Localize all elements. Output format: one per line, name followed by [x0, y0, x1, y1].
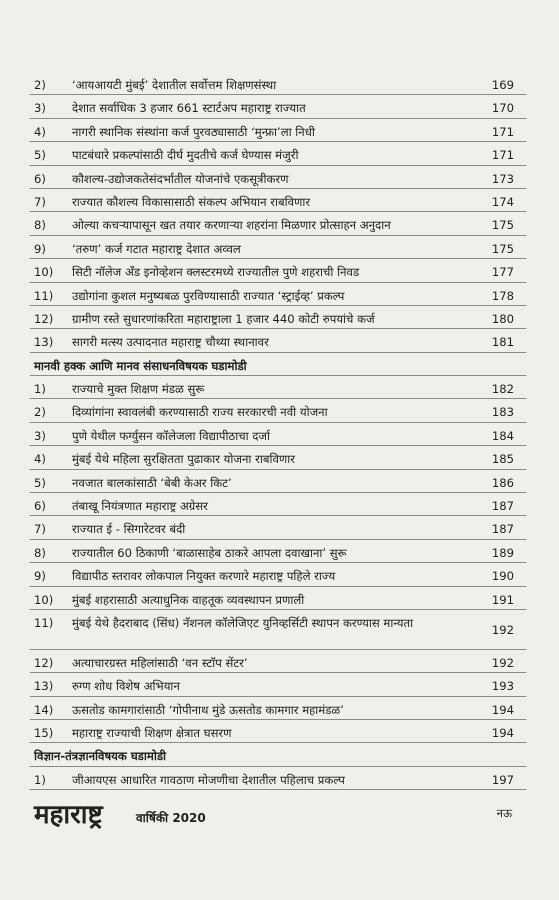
- entry-title: ऊसतोड कामगारांसाठी ‘गोपीनाथ मुंडे ऊसतोड कामगार महामंडळ’: [72, 702, 344, 717]
- toc-entry[interactable]: [30, 516, 526, 539]
- toc-entry[interactable]: [30, 283, 526, 306]
- entry-title: ग्रामीण रस्ते सुधारणांकरिता महाराष्ट्राला 1 हजार 440 कोटी रुपयांचे कर्ज: [72, 311, 375, 326]
- entry-number: 2): [34, 405, 46, 420]
- entry-title: रुग्ण शोध विशेष अभियान: [72, 679, 180, 694]
- toc-entry[interactable]: [30, 470, 526, 493]
- entry-title: कौशल्य-उद्योजकतेसंदर्भातील योजनांचे एकसूत्रीकरण: [72, 171, 289, 186]
- section-heading: मानवी हक्क आणि मानव संसाधनविषयक घडामोडी: [30, 353, 526, 376]
- toc-entry[interactable]: [30, 142, 526, 165]
- toc-entry[interactable]: [30, 259, 526, 282]
- entry-title: अत्याचारग्रस्त महिलांसाठी ‘वन स्टॉप सेंटर’: [72, 655, 248, 670]
- entry-page-number: 183: [491, 405, 514, 420]
- toc-entry[interactable]: [30, 767, 526, 790]
- entry-page-number: 175: [491, 218, 514, 233]
- entry-number: 3): [34, 101, 46, 116]
- entry-number: 6): [34, 499, 46, 514]
- entry-page-number: 185: [491, 452, 514, 467]
- entry-number: 7): [34, 522, 46, 537]
- entry-page-number: 186: [491, 475, 514, 490]
- entry-page-number: 177: [491, 265, 514, 280]
- entry-page-number: 182: [491, 382, 514, 397]
- toc-entry[interactable]: [30, 446, 526, 469]
- entry-title: देशात सर्वाधिक 3 हजार 661 स्टार्टअप महाराष्ट्र राज्यात: [72, 101, 306, 116]
- entry-number: 5): [34, 475, 46, 490]
- toc-entry[interactable]: [30, 587, 526, 610]
- entry-title: ‘तरुण’ कर्ज गटात महाराष्ट्र देशात अव्वल: [72, 241, 241, 256]
- entry-number: 10): [34, 592, 54, 607]
- toc-entry[interactable]: [30, 95, 526, 118]
- toc-entry[interactable]: [30, 236, 526, 259]
- entry-number: 8): [34, 545, 46, 560]
- entry-page-number: 194: [491, 725, 514, 740]
- toc-entry[interactable]: [30, 423, 526, 446]
- toc-entry[interactable]: [30, 329, 526, 352]
- yearbook-label: वार्षिकी 2020: [136, 811, 206, 825]
- entry-number: 3): [34, 428, 46, 443]
- toc-entry[interactable]: [30, 697, 526, 720]
- toc-entry[interactable]: [30, 673, 526, 696]
- entry-title: ‘आयआयटी मुंबई’ देशातील सर्वोत्तम शिक्षणसंस्था: [72, 78, 277, 92]
- entry-page-number: 197: [491, 772, 514, 787]
- entry-title: तंबाखू नियंत्रणात महाराष्ट्र अग्रेसर: [72, 499, 208, 514]
- toc-entry[interactable]: [30, 563, 526, 586]
- toc-entry[interactable]: [30, 72, 526, 95]
- entry-number: 9): [34, 241, 46, 256]
- toc-entry[interactable]: [30, 399, 526, 422]
- entry-title: दिव्यांगांना स्वावलंबी करण्यासाठी राज्य सरकारची नवी योजना: [72, 405, 328, 420]
- toc-entry[interactable]: [30, 650, 526, 673]
- entry-title: जीआयएस आधारित गावठाण मोजणीचा देशातील पहिलाच प्रकल्प: [72, 772, 345, 787]
- toc-entry[interactable]: [30, 720, 526, 743]
- maharashtra-logo: महाराष्ट्र: [34, 800, 103, 830]
- entry-page-number: 175: [491, 241, 514, 256]
- entry-number: 13): [34, 335, 54, 350]
- toc-entry[interactable]: [30, 376, 526, 399]
- entry-page-number: 170: [491, 101, 514, 116]
- entry-title: ओल्या कचऱ्यापासून खत तयार करणाऱ्या शहरांना मिळणार प्रोत्साहन अनुदान: [72, 218, 391, 233]
- entry-number: 1): [34, 772, 46, 787]
- entry-number: 11): [34, 288, 54, 303]
- entry-title: सिटी नॉलेज अँड इनोव्हेशन क्लस्टरमध्ये राज्यातील पुणे शहराची निवड: [72, 265, 360, 280]
- entry-page-number: 191: [491, 592, 514, 607]
- toc-entry[interactable]: [30, 119, 526, 142]
- entry-page-number: 192: [491, 622, 514, 637]
- entry-page-number: 181: [491, 335, 514, 350]
- entry-page-number: 192: [491, 655, 514, 670]
- entry-number: 9): [34, 569, 46, 584]
- entry-title: मुंबई येथे महिला सुरक्षितता पुढाकार योजना राबविणार: [72, 452, 296, 467]
- entry-title: पुणे येथील फर्ग्युसन कॉलेजला विद्यापीठाचा दर्जा: [72, 428, 271, 443]
- toc-entry[interactable]: [30, 306, 526, 329]
- entry-page-number: 193: [491, 679, 514, 694]
- entry-number: 10): [34, 265, 54, 280]
- entry-page-number: 194: [491, 702, 514, 717]
- entry-title: राज्याचे मुक्त शिक्षण मंडळ सुरू: [72, 382, 205, 397]
- entry-number: 4): [34, 452, 46, 467]
- entry-title: उद्योगांना कुशल मनुष्यबळ पुरविण्यासाठी राज्यात ‘स्ट्राईव्ह’ प्रकल्प: [72, 288, 345, 303]
- entry-number: 14): [34, 702, 54, 717]
- entry-title: नागरी स्थानिक संस्थांना कर्ज पुरवठ्यासाठी ‘मुन्फ्रा’ला निधी: [72, 124, 315, 139]
- entry-title: मुंबई शहरासाठी अत्याधुनिक वाहतूक व्यवस्थापन प्रणाली: [72, 592, 305, 607]
- entry-number: 4): [34, 124, 46, 139]
- toc-entry[interactable]: [30, 166, 526, 189]
- page-footer: [34, 800, 524, 830]
- entry-number: 5): [34, 148, 46, 163]
- entry-number: 2): [34, 78, 46, 92]
- entry-page-number: 180: [491, 311, 514, 326]
- toc-entry[interactable]: [30, 189, 526, 212]
- toc-entry[interactable]: [30, 212, 526, 235]
- entry-page-number: 174: [491, 194, 514, 209]
- entry-page-number: 190: [491, 569, 514, 584]
- entry-title: राज्यातील 60 ठिकाणी ‘बाळासाहेब ठाकरे आपला दवाखाना’ सुरू: [72, 545, 347, 560]
- page-number: नऊ: [496, 806, 512, 820]
- entry-page-number: 187: [491, 499, 514, 514]
- entry-number: 12): [34, 655, 54, 670]
- entry-number: 8): [34, 218, 46, 233]
- entry-number: 13): [34, 679, 54, 694]
- entry-page-number: 171: [491, 148, 514, 163]
- entry-page-number: 187: [491, 522, 514, 537]
- entry-page-number: 171: [491, 124, 514, 139]
- entry-title: राज्यात कौशल्य विकासासाठी संकल्प अभियान राबविणार: [72, 194, 311, 209]
- entry-number: 15): [34, 725, 54, 740]
- entry-page-number: 173: [491, 171, 514, 186]
- entry-title: राज्यात ई - सिगारेटवर बंदी: [72, 522, 186, 537]
- entry-title: पाटबंधारे प्रकल्पांसाठी दीर्घ मुदतीचे कर्ज घेण्यास मंजुरी: [72, 148, 299, 163]
- entry-title: नवजात बालकांसाठी ‘बेबी केअर किट’: [72, 475, 232, 490]
- entry-page-number: 178: [491, 288, 514, 303]
- entry-title: विद्यापीठ स्तरावर लोकपाल नियुक्त करणारे महाराष्ट्र पहिले राज्य: [72, 569, 336, 584]
- toc-entry[interactable]: [30, 610, 526, 650]
- entry-page-number: 169: [491, 78, 514, 92]
- entry-title: महाराष्ट्र राज्याची शिक्षण क्षेत्रात घसरण: [72, 725, 232, 740]
- entry-number: 6): [34, 171, 46, 186]
- entry-title: सागरी मत्स्य उत्पादनात महाराष्ट्र चौथ्या स्थानावर: [72, 335, 269, 350]
- section-heading: विज्ञान-तंत्रज्ञानविषयक घडामोडी: [30, 743, 526, 766]
- entry-page-number: 189: [491, 545, 514, 560]
- table-of-contents: [30, 72, 526, 790]
- entry-title: मुंबई येथे हैदराबाद (सिंध) नॅशनल कॉलेजिएट युनिव्हर्सिटी स्थापन करण्यास मान्यता: [72, 615, 414, 630]
- entry-page-number: 184: [491, 428, 514, 443]
- entry-number: 11): [34, 615, 54, 630]
- entry-number: 7): [34, 194, 46, 209]
- toc-entry[interactable]: [30, 493, 526, 516]
- toc-entry[interactable]: [30, 540, 526, 563]
- entry-number: 1): [34, 382, 46, 397]
- entry-number: 12): [34, 311, 54, 326]
